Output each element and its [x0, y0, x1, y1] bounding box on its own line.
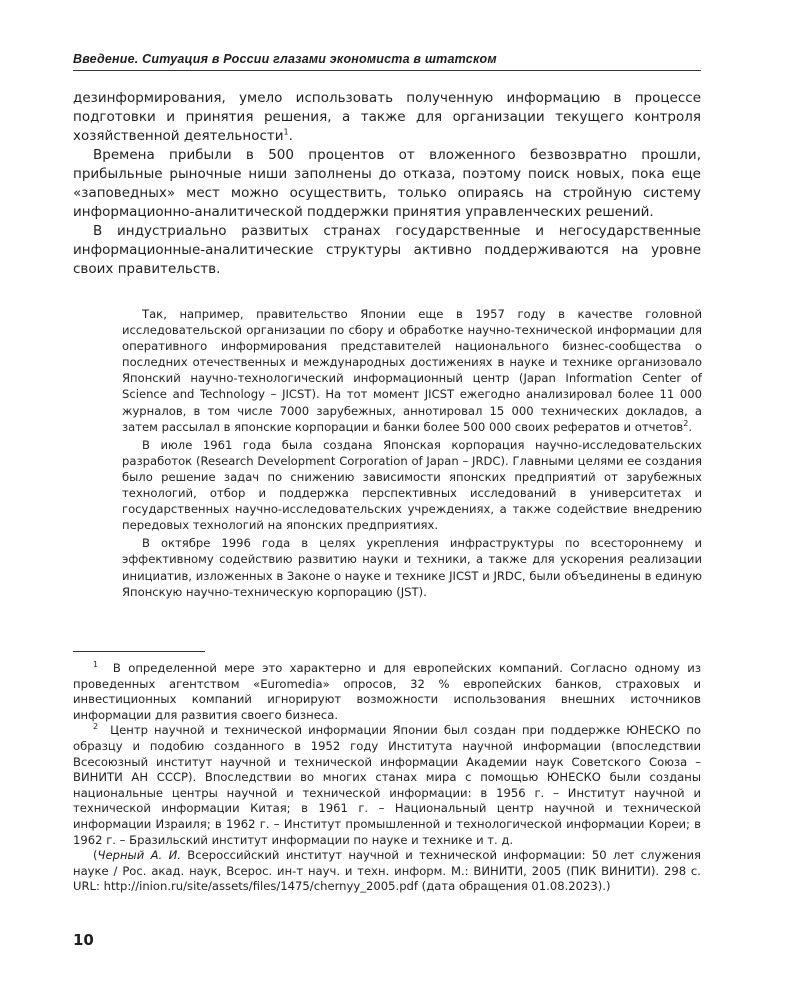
footnote-citation: (Черный А. И. Всероссийский институт научной и технической информации: 50 лет служения науке / Рос. акад. наук, Всерос. ин-т науч. и техн. информ. М.: ВИНИТИ, 2005 (ПИК ВИНИТИ). 298 с. URL: http://inion.ru/site/assets/files/1475/chernyy_2005.pdf (дата обращения 01.08.2023).) [73, 848, 701, 894]
example-paragraph: Так, например, правительство Японии еще в 1957 году в качестве головной исследовательской организации по сбору и обработке научно-технической информации для оперативного информирования представителей национального бизнес-сообщества о последних отечественных и международных достижениях в науке и технике организовало Японский научно-технологический информационный центр (Japan Information Center of Science and Technology – JICST). На тот момент JICST ежегодно анализировал более 11 000 журналов, в том числе 7000 зарубежных, аннотировал 15 000 технических докладов, а затем рассылал в японские корпорации и банки более 500 000 своих рефератов и отчетов$^2$. [122, 307, 702, 434]
page-number: 10 [73, 931, 94, 949]
main-paragraph: Времена прибыли в 500 процентов от вложенного безвозвратно прошли, прибыльные рыночные ниши заполнены до отказа, поэтому поиск новых, пока еще «заповедных» мест можно осуществить, только опираясь на стройную систему информационно-аналитической поддержки принятия управленческих решений. [73, 147, 701, 220]
footnote-2: $^2$ Центр научной и технической информации Японии был создан при поддержке ЮНЕСКО по образцу и подобию созданного в 1952 году Института научной информации (впоследствии Всесоюзный институт научной и технической информации Академии наук Советского Союза – ВИНИТИ АН СССР). Впоследствии во многих станах мира с помощью ЮНЕСКО были созданы национальные центры научной и технической информации: в 1956 г. – Институт научной и технической информации Китая; в 1961 г. – Национальный центр научной и технической информации Израиля; в 1962 г. – Институт промышленной и технологической информации Кореи; в 1962 г. – Бразильский институт информации по науке и технике и т. д. [73, 722, 702, 847]
example-paragraph: В октябре 1996 года в целях укрепления инфраструктуры по всестороннему и эффективному содействию развитию науки и техники, а также для ускорения реализации инициатив, изложенных в Законе о науке и технике JICST и JRDC, были объединены в единую Японскую научно-техническую корпорацию (JST). [122, 536, 702, 599]
footnote-divider [73, 651, 205, 652]
footnotes [73, 661, 701, 895]
footnote-marker: 2 [93, 722, 99, 732]
footnote-1: $^1$ В определенной мере это характерно и для европейских компаний. Согласно одному из проведенных агентством «Euromedia» опросов, 32 % европейских банков, страховых и инвестиционных компаний игнорируют возможности использования внешних источников информации для развития своего бизнеса. [73, 660, 701, 722]
footnote-marker: 1 [93, 660, 99, 670]
footnote-ref[interactable]: 2 [683, 418, 689, 428]
main-text [73, 89, 701, 279]
citation-text: Всероссийский институт научной и технической информации: 50 лет служения науке / Рос. акад. наук, Всерос. ин-т науч. и техн. информ. М.: ВИНИТИ, 2005 (ПИК ВИНИТИ). 298 с. URL: http://inion.ru/site/assets/files/1475/chernyy_2005.pdf (дата обращения 01.08.2023).) [73, 848, 701, 894]
main-paragraph: дезинформирования, умело использовать полученную информацию в процессе подготовки и принятия решения, а также для организации текущего контроля хозяйственной деятельности$^1$. [73, 90, 701, 144]
main-paragraph: В индустриально развитых странах государственные и негосударственные информационные-аналитические структуры активно поддерживаются на уровне своих правительств. [73, 223, 701, 277]
example-block [122, 306, 702, 602]
citation-author: Черный А. И. [97, 848, 181, 863]
running-header: Введение. Ситуация в России глазами экономиста в штатском [73, 52, 701, 71]
example-paragraph: В июле 1961 года была создана Японская корпорация научно-исследовательских разработок (Research Development Corporation of Japan – JRDC). Главными целями ее создания было решение задач по снижению зависимости японских предприятий от зарубежных технологий, отбор и поддержка перспективных исследований в университетах и государственных научно-исследовательских учреждениях, а также содействие внедрению передовых технологий на японских предприятиях. [122, 437, 702, 533]
footnote-ref[interactable]: 1 [283, 127, 289, 137]
